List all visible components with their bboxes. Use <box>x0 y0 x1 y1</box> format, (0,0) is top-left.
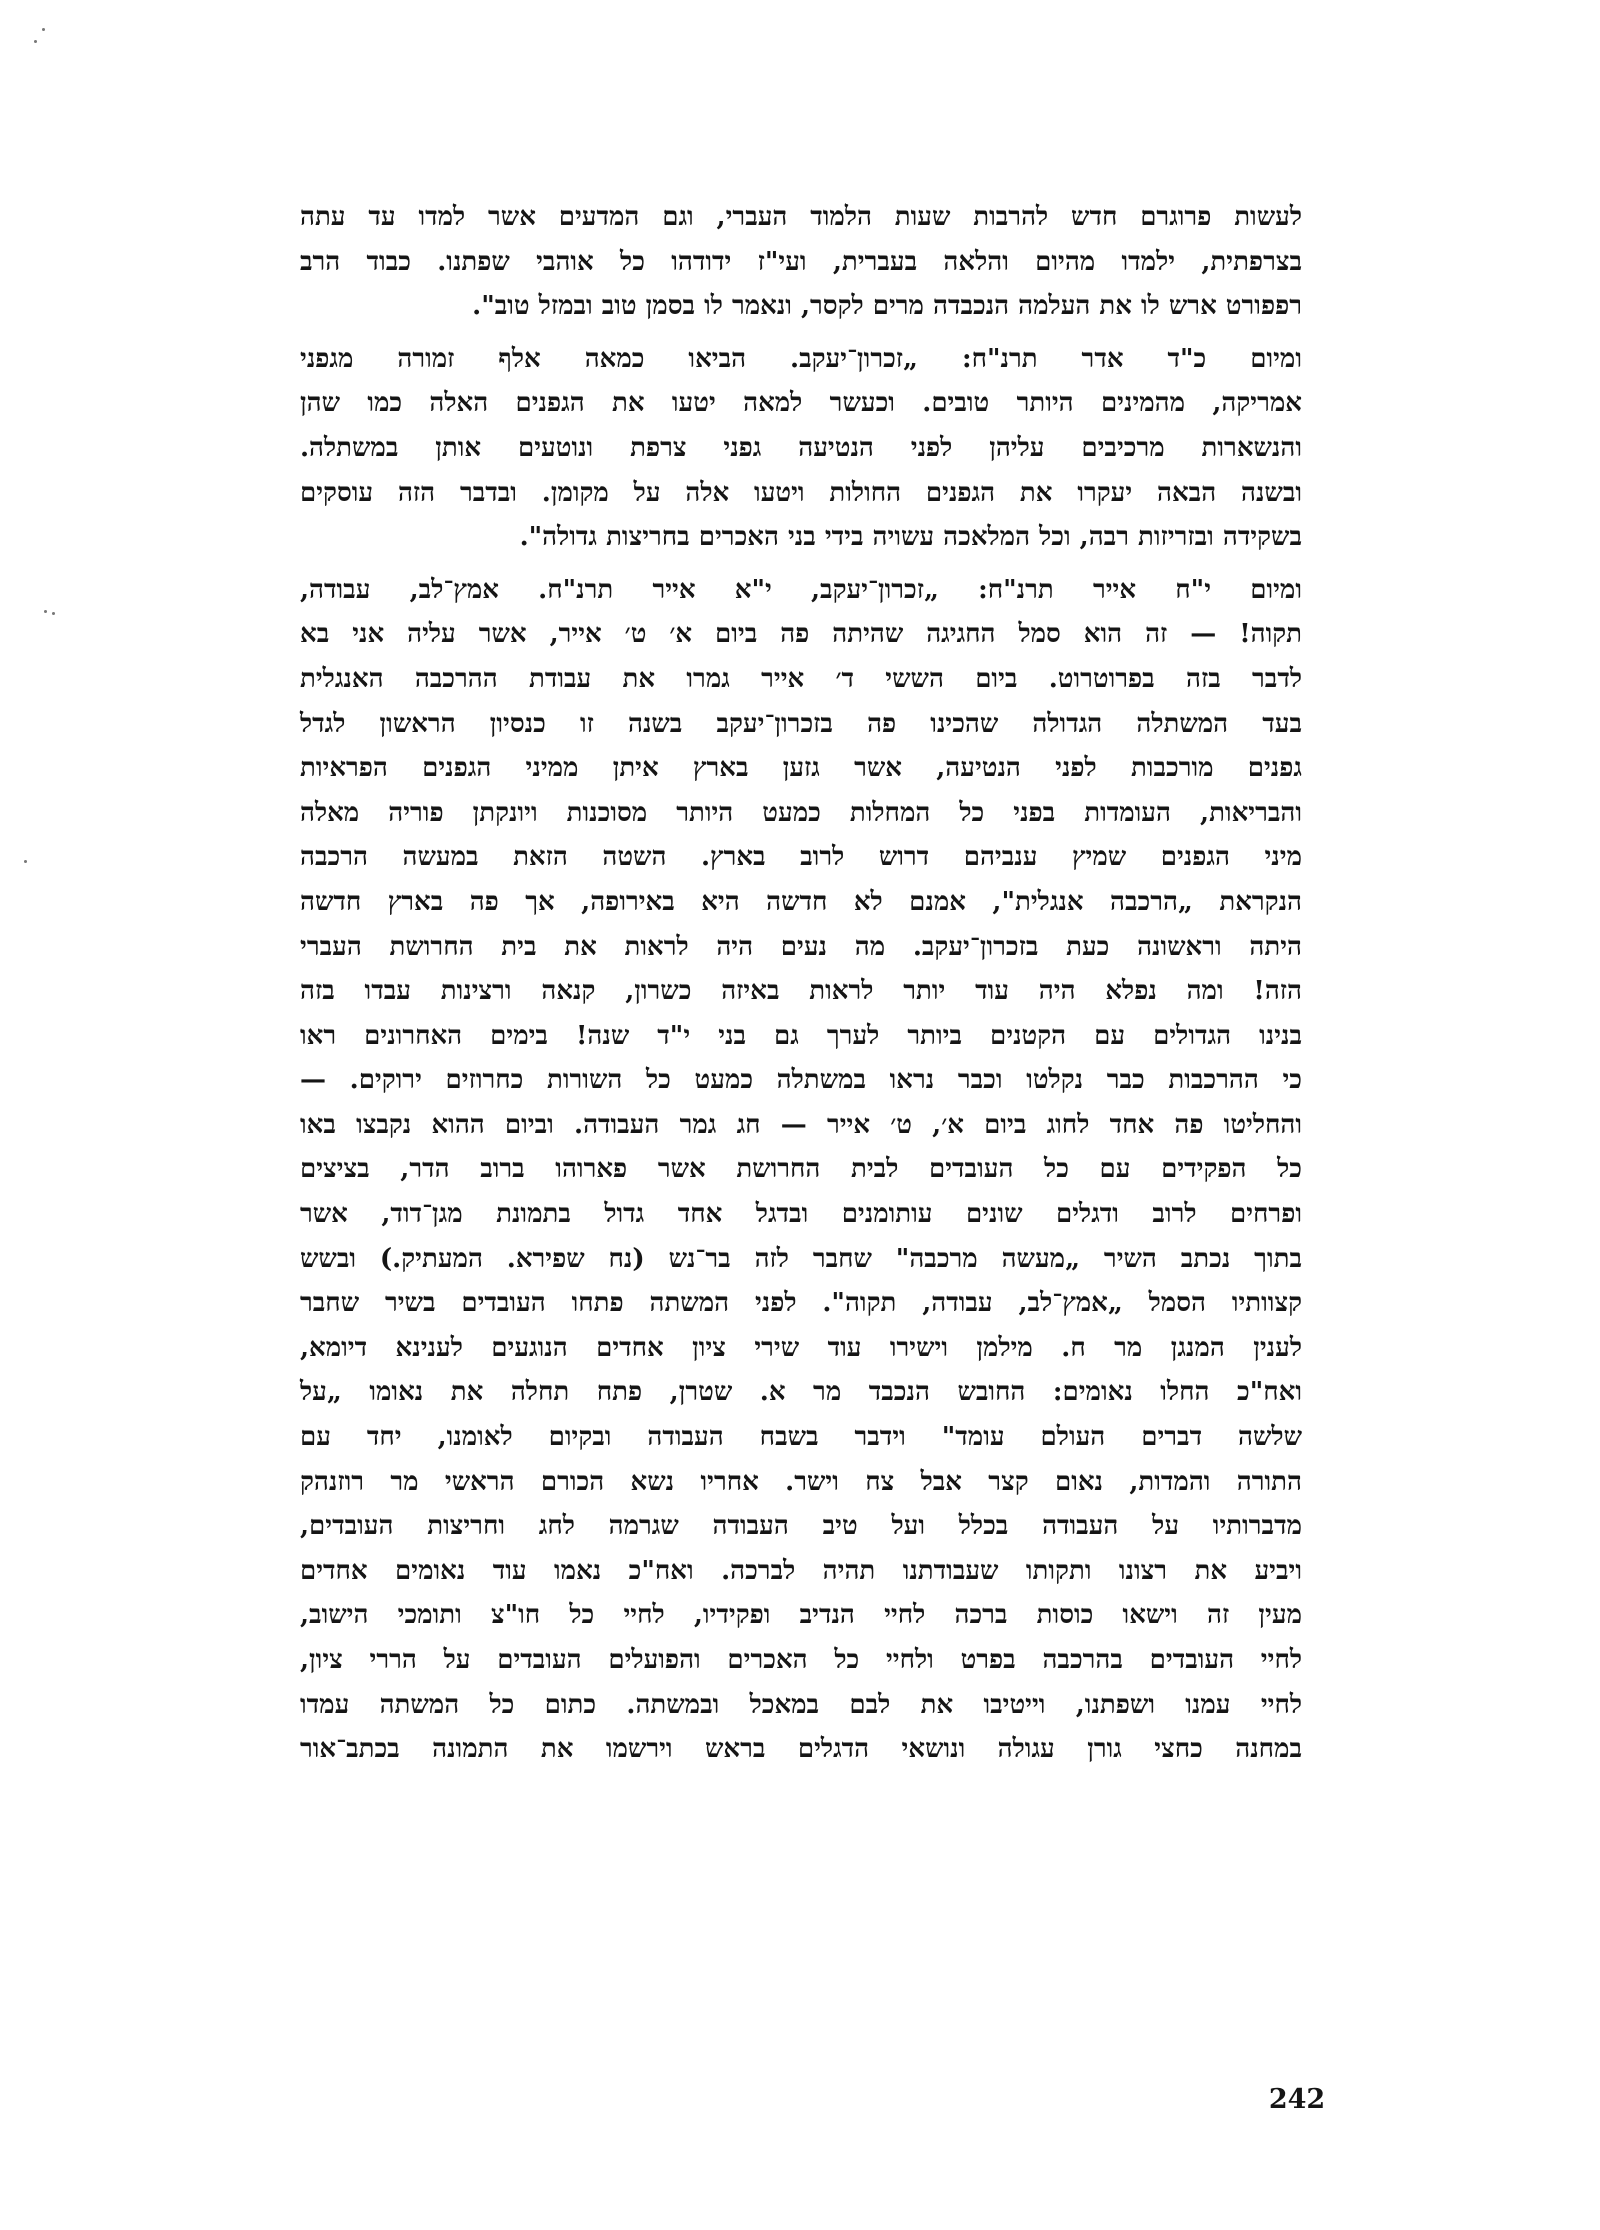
text-line: במחנה כחצי גורן עגולה ונושאי הדגלים בראש וירשמו את התמונה בכתב־אור <box>300 1734 1302 1765</box>
text-line: אמריקה, מהמינים היותר טובים. וכעשר למאה יטעו את הגפנים האלה כמו שהן <box>300 388 1302 419</box>
body-text <box>300 195 1302 1772</box>
text-line: הזה! ומה נפלא היה עוד יותר לראות באיזה כשרון, קנאה ורצינות עבדו בזה <box>300 976 1302 1007</box>
page-number: 242 <box>1268 2084 1326 2115</box>
text-line: ויביע את רצונו ותקותו שעבודתנו תהיה לברכה. ואח"כ נאמו עוד נאומים אחדים <box>300 1555 1302 1586</box>
text-line: ומיום כ"ד אדר תרנ"ח: „זכרון־יעקב. הביאו כמאה אלף זמורה מגפני <box>300 343 1302 374</box>
text-line: מעין זה וישאו כוסות ברכה לחיי הנדיב ופקידיו, לחיי כל חו"צ ותומכי הישוב, <box>300 1600 1302 1631</box>
text-line: כי ההרכבות כבר נקלטו וכבר נראו במשתלה כמעט כל השורות כחרוזים ירוקים. — <box>300 1065 1302 1096</box>
text-line: היתה וראשונה כעת בזכרון־יעקב. מה נעים היה לראות את בית החרושת העברי <box>300 931 1302 962</box>
paragraph-1 <box>300 195 1302 329</box>
text-line: שלשה דברים העולם עומד" וידבר בשבח העבודה ובקיום לאומנו, יחד עם <box>300 1422 1302 1453</box>
text-line: לחיי העובדים בהרכבה בפרט ולחיי כל האכרים והפועלים העובדים על הררי ציון, <box>300 1645 1302 1675</box>
text-line: הנקראת „הרכבה אנגלית", אמנם לא חדשה היא באירופה, אך פה בארץ חדשה <box>300 886 1302 917</box>
text-line: ומיום י"ח אייר תרנ"ח: „זכרון־יעקב, י"א אייר תרנ"ח. אמץ־לב, עבודה, <box>300 574 1302 605</box>
text-line: לענין המנגן מר ח. מילמן וישירו עוד שירי ציון אחדים הנוגעים לענינא דיומא, <box>300 1332 1302 1363</box>
text-line: מיני הגפנים שמיץ ענביהם דרוש לרוב בארץ. השטה הזאת במעשה הרכבה <box>300 842 1302 873</box>
text-line: בשקידה ובזריזות רבה, וכל המלאכה עשויה בידי בני האכרים בחריצות גדולה". <box>519 522 1302 553</box>
scan-speck <box>34 40 37 43</box>
scan-speck <box>24 860 27 863</box>
paragraph-gap <box>300 329 1302 337</box>
scan-speck <box>42 28 45 31</box>
text-line: לעשות פרוגרם חדש להרבות שעות הלמוד העברי, וגם המדעים אשר למדו עד עתה <box>300 202 1302 232</box>
text-line: מדברותיו על העבודה בכלל ועל טיב העבודה שגרמה לחג וחריצות העובדים, <box>300 1511 1302 1542</box>
text-line: ואח"כ החלו נאומים: החובש הנכבד מר א. שטרן, פתח תחלה את נאומו „על <box>300 1377 1302 1408</box>
text-line: גפנים מורכבות לפני הנטיעה, אשר גזען בארץ איתן ממיני הגפנים הפראיות <box>300 753 1302 784</box>
text-line: בעד המשתלה הגדולה שהכינו פה בזכרון־יעקב בשנה זו כנסיון הראשון לגדל <box>300 708 1302 739</box>
text-line: קצוותיו הסמל „אמץ־לב, עבודה, תקוה". לפני המשתה פתחו העובדים בשיר שחבר <box>300 1288 1302 1319</box>
paragraph-gap <box>300 560 1302 568</box>
text-line: רפפורט ארש לו את העלמה הנכבדה מרים לקסר, ונאמר לו בסמן טוב ובמזל טוב". <box>472 291 1302 322</box>
scan-speck <box>52 612 55 615</box>
paragraph-3 <box>300 568 1302 1772</box>
text-line: והבריאות, העומדות בפני כל המחלות כמעט היותר מסוכנות ויונקתן פוריה מאלה <box>300 797 1303 828</box>
text-line: כל הפקידים עם כל העובדים לבית החרושת אשר פארוהו ברוב הדר, בציצים <box>300 1154 1302 1185</box>
text-line: בתוך נכתב השיר „מעשה מרכבה" שחבר לזה בר־נש (נח שפירא. המעתיק.) ובשש <box>300 1243 1302 1274</box>
text-line: בנינו הגדולים עם הקטנים ביותר לערך גם בני י"ד שנה! בימים האחרונים ראו <box>300 1020 1302 1051</box>
text-line: בצרפתית, ילמדו מהיום והלאה בעברית, ועי"ז ידודהו כל אוהבי שפתנו. כבוד הרב <box>300 246 1302 277</box>
text-line: והנשארות מרכיבים עליהן לפני הנטיעה גפני צרפת ונוטעים אותן במשתלה. <box>300 432 1302 463</box>
text-line: לחיי עמנו ושפתנו, וייטיבו את לבם במאכל ובמשתה. כתום כל המשתה עמדו <box>300 1689 1302 1720</box>
text-line: תקוה! — זה הוא סמל החגיגה שהיתה פה ביום א׳ ט׳ אייר, אשר עליה אני בא <box>300 619 1302 650</box>
paragraph-2 <box>300 337 1302 560</box>
text-line: והחליטו פה אחד לחוג ביום א׳, ט׳ אייר — חג גמר העבודה. וביום ההוא נקבצו באו <box>300 1109 1302 1140</box>
text-line: ופרחים לרוב ודגלים שונים עותומנים ובדגל אחד גדול בתמונת מגן־דוד, אשר <box>300 1199 1302 1230</box>
scan-speck <box>44 610 47 613</box>
text-line: ובשנה הבאה יעקרו את הגפנים החולות ויטעו אלה על מקומן. ובדבר הזה עוסקים <box>300 477 1302 508</box>
text-line: לדבר בזה בפרוטרוט. ביום הששי ד׳ אייר גמרו את עבודת ההרכבה האנגלית <box>300 663 1302 694</box>
text-line: התורה והמדות, נאום קצר אבל צח וישר. אחריו נשא הכורם הראשי מר רוזנהק <box>300 1466 1302 1497</box>
